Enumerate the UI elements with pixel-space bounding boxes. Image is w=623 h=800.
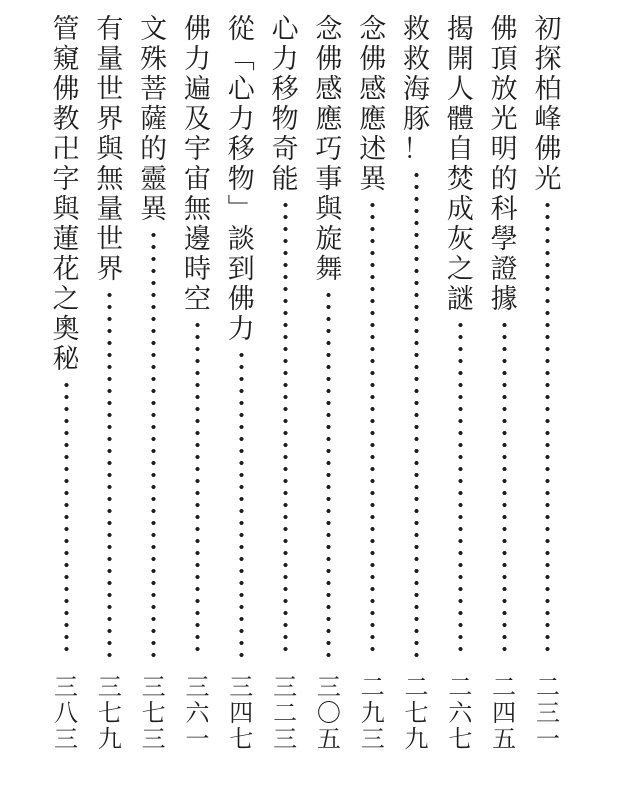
glyph-cell: 遍 xyxy=(183,74,211,104)
glyph-cell: 自 xyxy=(446,134,474,164)
glyph-cell: 管 xyxy=(52,14,80,44)
toc-entry xyxy=(94,14,126,753)
glyph-cell: 奧 xyxy=(52,314,80,344)
glyph-cell: 七 xyxy=(404,701,429,727)
toc-entry-page-number xyxy=(181,675,213,753)
glyph-cell: 三 xyxy=(54,727,78,753)
glyph-cell: 學 xyxy=(490,224,518,254)
glyph-cell: 力 xyxy=(227,104,255,134)
glyph-cell: 佛 xyxy=(227,284,255,314)
glyph-cell: 與 xyxy=(315,194,343,224)
glyph-cell: 六 xyxy=(185,701,210,727)
toc-entry-title xyxy=(444,14,476,314)
glyph-cell: 述 xyxy=(359,134,387,164)
glyph-cell: 空 xyxy=(183,284,211,314)
glyph-cell: 頂 xyxy=(490,44,518,74)
glyph-cell: 光 xyxy=(490,104,518,134)
glyph-cell: 力 xyxy=(183,44,211,74)
glyph-cell: 菩 xyxy=(140,74,168,104)
glyph-cell: 能 xyxy=(271,164,299,194)
glyph-cell: 卍 xyxy=(52,134,80,164)
dot-leader xyxy=(545,200,550,658)
toc-entry xyxy=(181,14,213,753)
glyph-cell: 物 xyxy=(227,164,255,194)
glyph-cell: 三 xyxy=(141,727,166,753)
glyph-cell: 救 xyxy=(403,14,430,44)
toc-entry-page-number xyxy=(357,675,389,753)
glyph-cell: 二 xyxy=(360,675,385,701)
glyph-cell: 花 xyxy=(52,254,80,284)
glyph-cell: 救 xyxy=(403,44,430,74)
glyph-cell: 科 xyxy=(490,194,518,224)
toc-entry xyxy=(138,14,170,753)
glyph-cell: 一 xyxy=(185,727,210,753)
glyph-cell: 佛 xyxy=(183,14,211,44)
glyph-cell: 峰 xyxy=(534,104,562,134)
dot-leader xyxy=(283,200,288,658)
dot-leader xyxy=(370,200,375,658)
glyph-cell: 放 xyxy=(490,74,518,104)
glyph-cell: 量 xyxy=(96,194,124,224)
glyph-cell: 五 xyxy=(316,727,341,753)
glyph-cell: 柏 xyxy=(534,74,562,104)
glyph-cell: 六 xyxy=(448,701,473,727)
glyph-cell: 二 xyxy=(448,675,473,701)
glyph-cell: 探 xyxy=(534,44,562,74)
glyph-cell: 與 xyxy=(96,134,124,164)
glyph-cell: 成 xyxy=(446,194,474,224)
glyph-cell: 時 xyxy=(183,254,211,284)
toc-entry xyxy=(488,14,520,753)
glyph-cell: 一 xyxy=(535,727,560,753)
dot-leader xyxy=(195,320,200,658)
glyph-cell: 奇 xyxy=(271,134,299,164)
toc-entry-title xyxy=(313,14,345,284)
glyph-cell: 到 xyxy=(227,254,255,284)
toc-entry-title xyxy=(532,14,564,194)
dot-leader xyxy=(107,290,112,658)
glyph-cell: 的 xyxy=(140,134,168,164)
dot-leader xyxy=(414,170,419,658)
toc-entry-page-number xyxy=(444,675,476,753)
toc-entry-title xyxy=(401,14,433,164)
glyph-cell: 及 xyxy=(183,104,211,134)
glyph-cell: 三 xyxy=(54,675,78,701)
glyph-cell: 應 xyxy=(359,104,387,134)
toc-entry-title xyxy=(94,14,126,284)
glyph-cell: 二 xyxy=(404,675,429,701)
toc-entry-title xyxy=(138,14,170,224)
glyph-cell: 據 xyxy=(490,284,518,314)
glyph-cell: 薩 xyxy=(140,104,168,134)
toc-entry-page-number xyxy=(94,675,126,753)
glyph-cell: 異 xyxy=(359,164,387,194)
toc-entry-page-number xyxy=(138,675,170,753)
glyph-cell: ﹂ xyxy=(227,194,255,224)
toc-entry xyxy=(313,14,345,753)
toc-entry-title xyxy=(50,14,82,374)
glyph-cell: 七 xyxy=(97,701,122,727)
dot-leader xyxy=(458,320,463,658)
glyph-cell: 界 xyxy=(96,104,124,134)
glyph-cell: 舞 xyxy=(315,254,343,284)
toc-entry-page-number xyxy=(50,675,82,753)
glyph-cell: 念 xyxy=(315,14,343,44)
dot-leader xyxy=(151,230,156,658)
glyph-cell: 五 xyxy=(492,727,517,753)
glyph-cell: 巧 xyxy=(315,134,343,164)
glyph-cell: 世 xyxy=(96,224,124,254)
glyph-cell: 與 xyxy=(52,194,80,224)
glyph-cell: 移 xyxy=(271,74,299,104)
glyph-cell: 界 xyxy=(96,254,124,284)
glyph-cell: 七 xyxy=(141,701,166,727)
glyph-cell: 無 xyxy=(183,194,211,224)
toc-entry-title xyxy=(181,14,213,314)
glyph-cell: 三 xyxy=(273,727,298,753)
glyph-cell: 明 xyxy=(490,134,518,164)
glyph-cell: 旋 xyxy=(315,224,343,254)
glyph-cell: 謎 xyxy=(446,284,474,314)
glyph-cell: 開 xyxy=(446,44,474,74)
glyph-cell: 念 xyxy=(359,14,387,44)
glyph-cell: 三 xyxy=(97,675,122,701)
glyph-cell: 佛 xyxy=(52,74,80,104)
glyph-cell: 九 xyxy=(97,727,122,753)
glyph-cell: 證 xyxy=(490,254,518,284)
glyph-cell: 佛 xyxy=(534,134,562,164)
glyph-cell: 無 xyxy=(96,164,124,194)
toc-entry xyxy=(532,14,564,753)
glyph-cell: 教 xyxy=(52,104,80,134)
glyph-cell: 三 xyxy=(360,727,385,753)
glyph-cell: 九 xyxy=(360,701,385,727)
toc-entry-page-number xyxy=(401,675,433,753)
glyph-cell: 移 xyxy=(227,134,255,164)
glyph-cell: 世 xyxy=(96,74,124,104)
glyph-cell: 有 xyxy=(96,14,124,44)
glyph-cell: 感 xyxy=(359,74,387,104)
glyph-cell: 靈 xyxy=(140,164,168,194)
glyph-cell: 的 xyxy=(490,164,518,194)
toc-entry-title xyxy=(269,14,301,194)
glyph-cell: 光 xyxy=(534,164,562,194)
glyph-cell: 文 xyxy=(140,14,168,44)
glyph-cell: 三 xyxy=(141,675,166,701)
glyph-cell: 二 xyxy=(535,675,560,701)
glyph-cell: 心 xyxy=(227,74,255,104)
glyph-cell: 灰 xyxy=(446,224,474,254)
glyph-cell: 宙 xyxy=(183,164,211,194)
glyph-cell: 佛 xyxy=(490,14,518,44)
glyph-cell: 力 xyxy=(227,314,255,344)
glyph-cell: 窺 xyxy=(52,44,80,74)
glyph-cell: 三 xyxy=(535,701,560,727)
dot-leader xyxy=(239,350,244,658)
toc-entry-title xyxy=(488,14,520,314)
glyph-cell: ﹁ xyxy=(227,44,255,74)
toc-entry xyxy=(225,14,257,753)
glyph-cell: 異 xyxy=(140,194,168,224)
dot-leader xyxy=(326,290,331,658)
glyph-cell: 佛 xyxy=(315,44,343,74)
glyph-cell: 殊 xyxy=(140,44,168,74)
glyph-cell: 人 xyxy=(446,74,474,104)
glyph-cell: 二 xyxy=(492,675,517,701)
toc-entry xyxy=(357,14,389,753)
glyph-cell: 蓮 xyxy=(52,224,80,254)
toc-entry-page-number xyxy=(532,675,564,753)
toc-entry-page-number xyxy=(225,675,257,753)
toc-entry xyxy=(50,14,82,753)
toc-entry-page-number xyxy=(488,675,520,753)
glyph-cell: 之 xyxy=(446,254,474,284)
glyph-cell: 三 xyxy=(316,675,341,701)
dot-leader xyxy=(64,380,69,658)
toc-entry-title xyxy=(357,14,389,194)
glyph-cell: 事 xyxy=(315,164,343,194)
glyph-cell: 從 xyxy=(227,14,255,44)
glyph-cell: ！ xyxy=(403,134,430,164)
glyph-cell: 佛 xyxy=(359,44,387,74)
toc-entry xyxy=(269,14,301,753)
glyph-cell: 宇 xyxy=(183,134,211,164)
glyph-cell: 秘 xyxy=(52,344,80,374)
glyph-cell: 字 xyxy=(52,164,80,194)
toc-entry-title xyxy=(225,14,257,344)
glyph-cell: 八 xyxy=(54,701,78,727)
glyph-cell: 應 xyxy=(315,104,343,134)
glyph-cell: 海 xyxy=(403,74,430,104)
glyph-cell: 物 xyxy=(271,104,299,134)
glyph-cell: 力 xyxy=(271,44,299,74)
toc-entry-page-number xyxy=(269,675,301,753)
glyph-cell: 三 xyxy=(273,675,298,701)
glyph-cell: 四 xyxy=(229,701,254,727)
glyph-cell: 四 xyxy=(492,701,517,727)
toc-entry xyxy=(444,14,476,753)
glyph-cell: 之 xyxy=(52,284,80,314)
glyph-cell: 邊 xyxy=(183,224,211,254)
toc-entry xyxy=(401,14,433,753)
glyph-cell: 三 xyxy=(185,675,210,701)
toc-entry-page-number xyxy=(313,675,345,753)
glyph-cell: 九 xyxy=(404,727,429,753)
glyph-cell: 〇 xyxy=(316,701,341,727)
glyph-cell: 心 xyxy=(271,14,299,44)
glyph-cell: 感 xyxy=(315,74,343,104)
glyph-cell: 談 xyxy=(227,224,255,254)
glyph-cell: 豚 xyxy=(403,104,430,134)
glyph-cell: 七 xyxy=(448,727,473,753)
glyph-cell: 初 xyxy=(534,14,562,44)
glyph-cell: 焚 xyxy=(446,164,474,194)
glyph-cell: 七 xyxy=(229,727,254,753)
glyph-cell: 體 xyxy=(446,104,474,134)
glyph-cell: 二 xyxy=(273,701,298,727)
glyph-cell: 量 xyxy=(96,44,124,74)
glyph-cell: 揭 xyxy=(446,14,474,44)
glyph-cell: 三 xyxy=(229,675,254,701)
dot-leader xyxy=(502,320,507,658)
